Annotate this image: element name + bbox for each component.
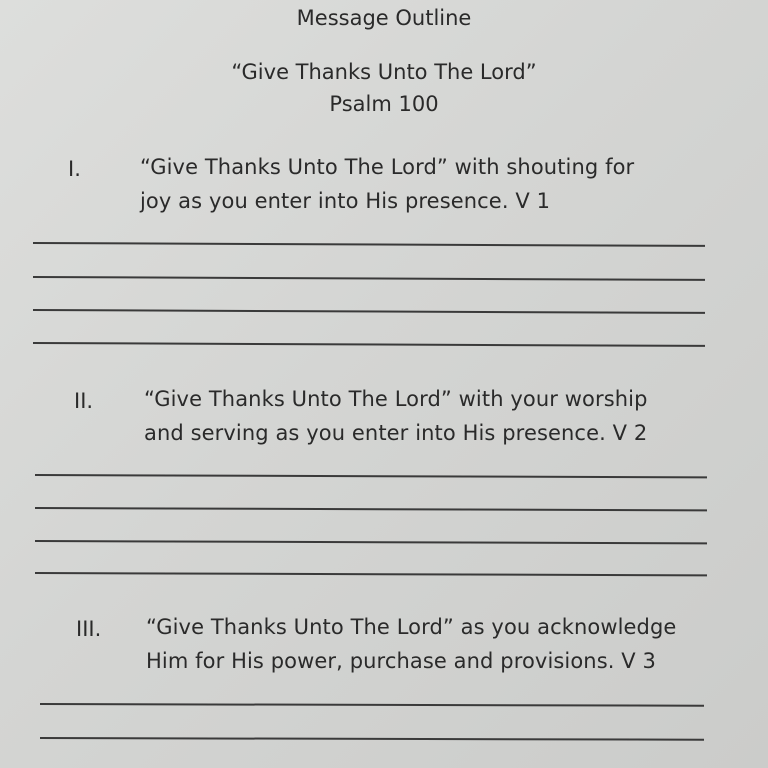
point-3-numeral: III. <box>76 617 102 641</box>
point-1-numeral: I. <box>68 157 81 181</box>
note-line <box>33 242 705 247</box>
point-1-line-2: joy as you enter into His presence. V 1 <box>140 189 551 213</box>
note-line <box>33 309 705 314</box>
point-2-line-1: “Give Thanks Unto The Lord” with your worship <box>144 387 648 411</box>
note-line <box>40 703 704 707</box>
note-line <box>35 507 707 511</box>
point-3-line-2: Him for His power, purchase and provisions. V 3 <box>146 649 657 673</box>
note-line <box>35 572 707 576</box>
message-title: “Give Thanks Unto The Lord” <box>231 60 537 84</box>
note-line <box>33 276 705 281</box>
point-2-numeral: II. <box>74 389 94 413</box>
point-2-line-2: and serving as you enter into His presence. V 2 <box>144 421 648 445</box>
note-line <box>35 474 707 478</box>
point-3-line-1: “Give Thanks Unto The Lord” as you acknowledge <box>146 615 677 639</box>
scripture-reference: Psalm 100 <box>329 92 439 116</box>
note-line <box>40 737 704 741</box>
note-line <box>33 342 705 347</box>
page-heading: Message Outline <box>296 6 472 30</box>
point-1-line-1: “Give Thanks Unto The Lord” with shouting for <box>140 155 635 179</box>
note-line <box>35 540 707 544</box>
